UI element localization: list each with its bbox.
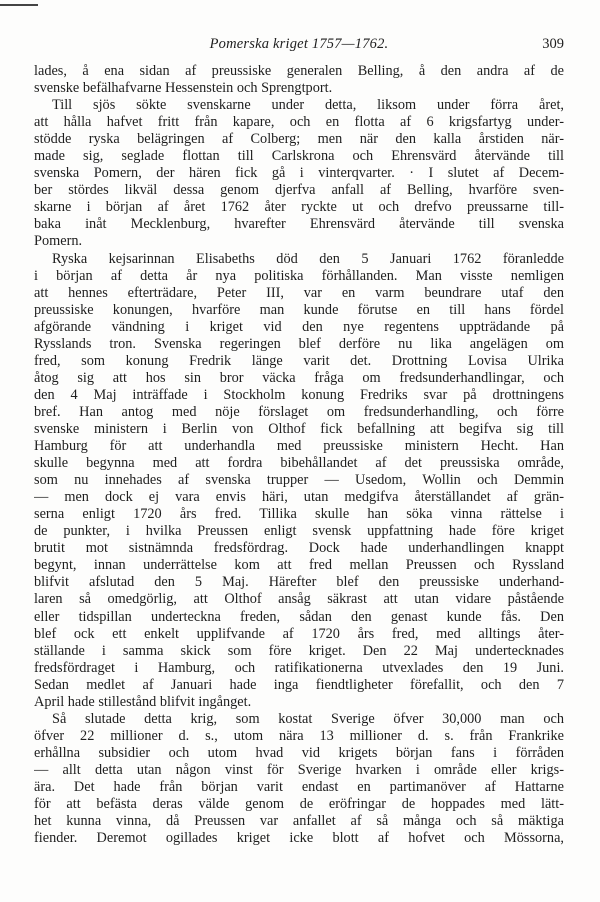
scan-edge-mark: [0, 4, 38, 6]
text-line: begynt, innan underrättelse kom att fred mellan Preussen och Ryssland: [34, 557, 564, 574]
text-line: brutit mot sistnämnda fredsfördrag. Dock hade underhandlingen knappt: [34, 540, 564, 557]
text-line: lades, å ena sidan af preussiske generalen Belling, å den andra af de: [34, 63, 564, 79]
text-line: ber stördes likväl dessa genom djerfva anfall af Belling, hvarföre sven-: [34, 182, 564, 199]
text-line: svenske ministern i Berlin von Olthof fick befallning att begifva sig till: [34, 420, 564, 437]
page-number: 309: [542, 36, 564, 52]
text-line: åtog sig att hos sin bror väcka fråga om fredsunderhandlingar, och: [34, 369, 564, 386]
text-line: fred, som konung Fredrik länge varit det. Drottning Lovisa Ulrika: [34, 352, 564, 369]
text-line: Till sjös sökte svenskarne under detta, liksom under förra året,: [52, 97, 564, 114]
text-line: de punkter, i hvilka Preussen enligt svensk uppfattning hade före kriget: [34, 523, 564, 540]
text-line: i början af detta år nya politiska förhållanden. Man visste nemligen: [34, 267, 564, 284]
text-line: ställande i samma skick som före kriget. Den 22 Maj undertecknades: [34, 642, 564, 659]
text-line: — men dock ej vara envis häri, utan medgifva återställandet af grän-: [34, 489, 564, 506]
text-line: blef ock ett enkelt upplifvande af 1720 års fred, med alltings åter-: [34, 625, 564, 642]
text-line: skarne i början af året 1762 åter ryckte ut och drefvo preussarne till-: [34, 199, 564, 216]
text-line: fiender. Deremot ogillades kriget icke blott af hofvet och Mössorna,: [34, 830, 564, 847]
text-line: svenska Pomern, der hären fick gå i vinterqvarter. · I slutet af Decem-: [34, 165, 564, 182]
text-line: att hålla hafvet fritt från kapare, och en flotta af 6 krigsfartyg under-: [34, 114, 564, 131]
text-line: Sedan medlet af Januari hade inga fiendtligheter förefallit, och den 7: [34, 676, 564, 693]
text-line: bref. Han antog med nöje förslaget om fredsunderhandling, och förre: [34, 403, 564, 420]
page-header: [34, 36, 564, 58]
text-line: att hennes efterträdare, Peter III, var en varm beundrare utaf den: [34, 284, 564, 301]
text-line: stödde ryska belägringen af Colberg; men när den kalla årstiden när-: [34, 131, 564, 148]
text-line: preussiske konungen, hvarföre man kunde förutse en till hans fördel: [34, 301, 564, 318]
text-line: made sig, seglade flottan till Carlskrona och Ehrensvärd återvände till: [34, 148, 564, 165]
text-line: Ryska kejsarinnan Elisabeths död den 5 Januari 1762 föranledde: [52, 250, 564, 267]
text-line: blifvit afslutad den 5 Maj. Härefter blef den preussiske underhand-: [34, 574, 564, 591]
text-line: erhållna subsidier och utom hvad vid krigets början fans i förråden: [34, 744, 564, 761]
text-line: den 4 Maj inträffade i Stockholm konung Fredriks svar på drottningens: [34, 386, 564, 403]
text-line: eller tidspillan underteckna freden, sådan den genast kunde fås. Den: [34, 608, 564, 625]
text-line: serna enligt 1720 års fred. Tillika skulle han söka vinna rättelse i: [34, 506, 564, 523]
text-line: för att befästa deras välde genom de eröfringar de hoppades med lätt-: [34, 796, 564, 813]
text-line: baka inåt Mecklenburg, hvarefter Ehrensvärd återvände till svenska: [34, 216, 564, 233]
text-line: afgörande vändning i kriget vid den nye regentens uppträdande på: [34, 318, 564, 335]
text-line: öfver 22 millioner d. s., utom nära 13 millioner d. s. från Frankrike: [34, 727, 564, 744]
text-line: fredsfördraget i Hamburg, och ratifikationerna utvexlades den 19 Juni.: [34, 659, 564, 676]
body-text: [34, 63, 564, 847]
text-line: het kunna vinna, då Preussen var anfallet af så många och så mäktiga: [34, 813, 564, 830]
text-line: ära. Det hade från början varit endast en partimanöver af Hattarne: [34, 778, 564, 795]
text-line: skulle begynna med att fordra bibehållandet af det preussiska område,: [34, 455, 564, 472]
text-line: Pomern.: [34, 233, 83, 250]
text-line: Hamburg för att underhandla med preussiske ministern Hecht. Han: [34, 438, 564, 455]
text-line: som nu innehades af svenska trupper — Usedom, Wollin och Demmin: [34, 472, 564, 489]
text-line: April hade stillestånd blifvit ingånget.: [34, 693, 252, 710]
text-line: Så slutade detta krig, som kostat Sverige öfver 30,000 man och: [52, 710, 564, 727]
text-line: — allt detta utan någon vinst för Sverige hvarken i område eller krigs-: [34, 761, 564, 778]
running-title: Pomerska kriget 1757—1762.: [209, 36, 389, 52]
text-line: Rysslands tron. Svenska regeringen blef derföre nu lika angelägen om: [34, 335, 564, 352]
text-line: svenske befälhafvarne Hessenstein och Sprengtport.: [34, 80, 333, 97]
text-line: laren så omedgörlig, att Olthof ansåg säkrast att utan vidare påstående: [34, 591, 564, 608]
